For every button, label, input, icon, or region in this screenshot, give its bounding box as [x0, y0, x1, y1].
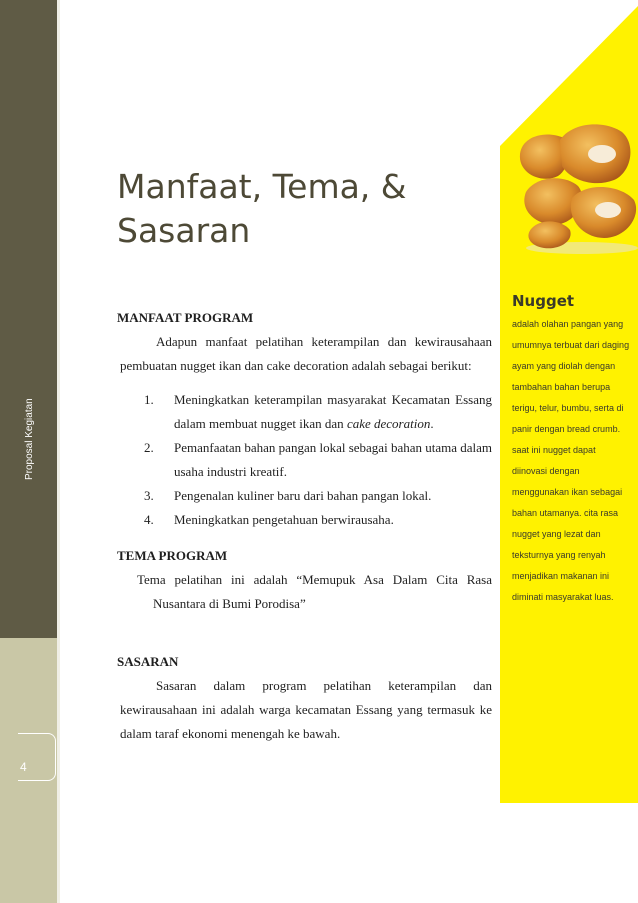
list-item-suffix: . [430, 416, 434, 431]
list-item [144, 484, 492, 508]
list-item-number: 2. [144, 440, 154, 455]
list-item-text: Pemanfaatan bahan pangan lokal sebagai bahan utama dalam usaha industri kreatif. [174, 440, 493, 479]
vertical-document-label: Proposal Kegiatan [24, 398, 35, 480]
manfaat-intro: Adapun manfaat pelatihan keterampilan dan kewirausahaan pembuatan nugget ikan dan cake decoration adalah sebagai berikut: [120, 334, 492, 373]
page-title-line-2: Sasaran [117, 211, 251, 250]
list-item-text: Meningkatkan keterampilan masyarakat Kecamatan Essang dalam membuat nugget ikan dan [174, 392, 492, 431]
list-item [144, 388, 492, 436]
list-item-text: Meningkatkan pengetahuan berwirausaha. [174, 512, 394, 527]
list-item-text: Pengenalan kuliner baru dari bahan pangan lokal. [174, 488, 432, 503]
manfaat-section [117, 310, 492, 532]
list-item [144, 508, 492, 532]
page-title [117, 165, 477, 253]
manfaat-heading: MANFAAT PROGRAM [117, 310, 254, 325]
sidebar-divider [57, 0, 60, 903]
list-item-number: 4. [144, 512, 154, 527]
fried-nugget-image [512, 110, 638, 256]
tema-heading: TEMA PROGRAM [117, 548, 228, 563]
tema-section [117, 548, 492, 616]
list-item [144, 436, 492, 484]
manfaat-list [117, 388, 492, 532]
nugget-sidebar-description: adalah olahan pangan yang umumnya terbuat dari daging ayam yang diolah dengan tambahan bahan berupa terigu, telur, bumbu, serta di panir dengan bread crumb. saat ini nugget dapat diinovasi dengan menggunakan ikan sebagai bahan utamanya. cita rasa nugget yang lezat dan teksturnya yang renyah menjadikan makanan ini diminati masyarakat luas. [512, 319, 630, 602]
sasaran-section [117, 654, 492, 746]
list-item-italic-text: cake decoration [346, 416, 431, 431]
sasaran-heading: SASARAN [117, 654, 179, 669]
list-item-number: 3. [144, 488, 154, 503]
page-number: 4 [20, 760, 27, 774]
page-title-line-1: Manfaat, Tema, & [117, 167, 407, 206]
tema-text: Tema pelatihan ini adalah “Memupuk Asa Dalam Cita Rasa Nusantara di Bumi Porodisa” [137, 572, 492, 611]
list-item-number: 1. [144, 392, 154, 407]
nugget-sidebar-heading: Nugget [512, 292, 575, 310]
sasaran-text: Sasaran dalam program pelatihan keterampilan dan kewirausahaan ini adalah warga kecamatan Essang yang termasuk ke dalam taraf ekonomi menengah ke bawah. [120, 678, 492, 741]
